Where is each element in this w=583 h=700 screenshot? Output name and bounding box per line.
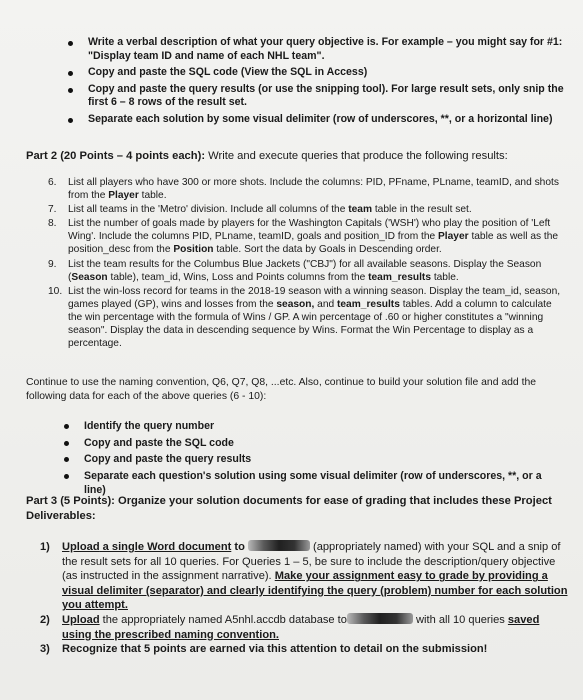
question-item xyxy=(48,285,568,350)
bullet-text: Copy and paste the SQL code xyxy=(84,436,234,449)
part3-heading: Part 3 (5 Points): Organize your solution documents for ease of grading that includes these Project Deliverables: xyxy=(26,495,552,522)
bullet-item xyxy=(84,469,564,497)
bullet-text: Identify the query number xyxy=(84,420,215,432)
redacted-platform-mark xyxy=(248,540,310,551)
continue-paragraph: Continue to use the naming convention, Q6, Q7, Q8, ...etc. Also, continue to build your solution file and add the following data for each of the above queries (6 - 10): xyxy=(26,377,537,402)
question-list xyxy=(48,176,568,351)
bullet-dot-icon xyxy=(64,441,69,446)
question-text: List all teams in the 'Metro' division. Include all columns of the xyxy=(68,204,349,216)
question-item xyxy=(48,203,568,216)
bullet-item xyxy=(88,66,568,80)
question-number: 9. xyxy=(48,258,57,270)
solution-bullet-list xyxy=(84,419,564,499)
question-item xyxy=(48,176,568,202)
bullet-item xyxy=(84,436,564,450)
deliverable-text: Recognize that 5 points are earned via this attention to detail on the submission! xyxy=(62,643,488,656)
deliverable-text: the appropriately named A5nhl.accdb database to xyxy=(99,613,347,626)
question-number: 7. xyxy=(48,204,57,216)
bullet-dot-icon xyxy=(64,474,69,479)
deliverable-item xyxy=(40,540,570,613)
bullet-dot-icon xyxy=(68,71,73,76)
part2-heading-bold: Part 2 (20 Points – 4 points each): xyxy=(26,150,206,162)
objective-bullet-list xyxy=(88,36,568,130)
question-text: table in the result set. xyxy=(372,204,472,216)
table-name: Player xyxy=(108,190,139,202)
upload-text: Upload xyxy=(62,541,100,553)
bullet-dot-icon xyxy=(64,457,69,462)
table-name: team_results xyxy=(368,271,431,283)
bullet-item xyxy=(88,83,568,110)
bullet-dot-icon xyxy=(68,118,73,123)
question-item xyxy=(48,258,568,284)
bullet-text: Separate each solution by some visual delimiter (row of underscores, **, or a horizontal line) xyxy=(88,113,553,126)
part2-heading-rest: Write and execute queries that produce the following results: xyxy=(205,150,508,162)
deliverable-number: 1) xyxy=(40,541,50,553)
bullet-text: Copy and paste the SQL code (View the SQL in Access) xyxy=(88,66,368,79)
table-name: Season xyxy=(71,271,108,283)
question-text: table. Sort the data by Goals in Descending order. xyxy=(213,244,442,256)
question-number: 6. xyxy=(48,177,57,188)
bullet-text: Write a verbal description of what your query objective is. For example – you might say for #1: "Display team ID and name of each NHL team". xyxy=(88,36,563,62)
question-text: List all players who have 300 or more shots. Include the columns: PID, PFname, PLname, teamID, and shots from the xyxy=(68,177,559,202)
bullet-item xyxy=(84,452,564,466)
bullet-dot-icon xyxy=(68,41,73,46)
deliverable-item xyxy=(40,613,570,642)
bullet-dot-icon xyxy=(64,424,69,429)
upload-text: Upload xyxy=(62,613,100,626)
question-text: table), team_id, Wins, Loss and Points columns from the xyxy=(107,271,369,283)
question-text: List the number of goals made by players for the Washington Capitals ('WSH') who play the position of 'Left Wing'. Include the columns PID, PLname, teamID, goals and position_ID from the xyxy=(68,218,551,243)
deliverable-number: 2) xyxy=(40,613,50,626)
redacted-platform-mark xyxy=(347,613,413,624)
deliverable-number: 3) xyxy=(40,643,50,656)
deliverables-list xyxy=(40,540,570,657)
bullet-dot-icon xyxy=(68,88,73,93)
bullet-item xyxy=(84,419,564,433)
question-text: tables. Add a column to calculate the win percentage with the formula of Wins / GP. A win percentage of .60 or higher constitutes a "winning season". Display the data in descending sequence by Wins. Format the Win Percentage to display as a percentage. xyxy=(68,298,552,350)
deliverable-item xyxy=(40,642,570,657)
deliverable-text: with all 10 queries xyxy=(412,613,508,626)
bullet-item xyxy=(88,36,568,63)
deliverable-text: to xyxy=(231,541,248,553)
bullet-text: Separate each question's solution using some visual delimiter (row of underscores, **, or a line) xyxy=(84,469,542,496)
bullet-text: Copy and paste the query results (or use the snipping tool). For large result sets, only snip the first 6 – 8 rows of the result set. xyxy=(88,82,564,109)
question-number: 10. xyxy=(48,285,63,297)
delimiter-instruction: Make your assignment easy to grade by providing a visual delimiter (separator) and clearly identifying the query (problem) number for each solution you attempt. xyxy=(62,570,568,612)
deliverable-text: (appropriately named) with your SQL and a snip of the result sets for all 10 queries. For Queries 1 – 5, be sure to include the description/query objective (as instructed in the assignment narrative). xyxy=(62,541,561,583)
question-text: List the win-loss record for teams in the 2018-19 season with a winning season. Display the team_id, season, games played (GP), wins and losses from the xyxy=(68,285,561,310)
question-number: 8. xyxy=(48,218,57,230)
question-text: List the team results for the Columbus Blue Jackets ("CBJ") for all available seasons. Display the Season ( xyxy=(68,258,542,283)
table-name: Position xyxy=(173,244,214,256)
bullet-item xyxy=(88,113,568,127)
question-text: table. xyxy=(430,271,459,283)
part2-heading xyxy=(26,150,508,162)
table-name: Player xyxy=(438,231,469,243)
question-text: table. xyxy=(138,190,167,202)
table-name: team xyxy=(348,204,373,216)
bullet-text: Copy and paste the query results xyxy=(84,453,252,465)
naming-convention-text: saved using the prescribed naming convention. xyxy=(62,613,540,641)
question-item xyxy=(48,217,568,256)
table-name: season, xyxy=(276,298,315,310)
question-text: and xyxy=(314,298,337,310)
table-name: team_results xyxy=(337,298,400,310)
word-document-text: a single Word document xyxy=(99,541,232,553)
question-text: table as well as the position_desc from the xyxy=(68,231,559,256)
